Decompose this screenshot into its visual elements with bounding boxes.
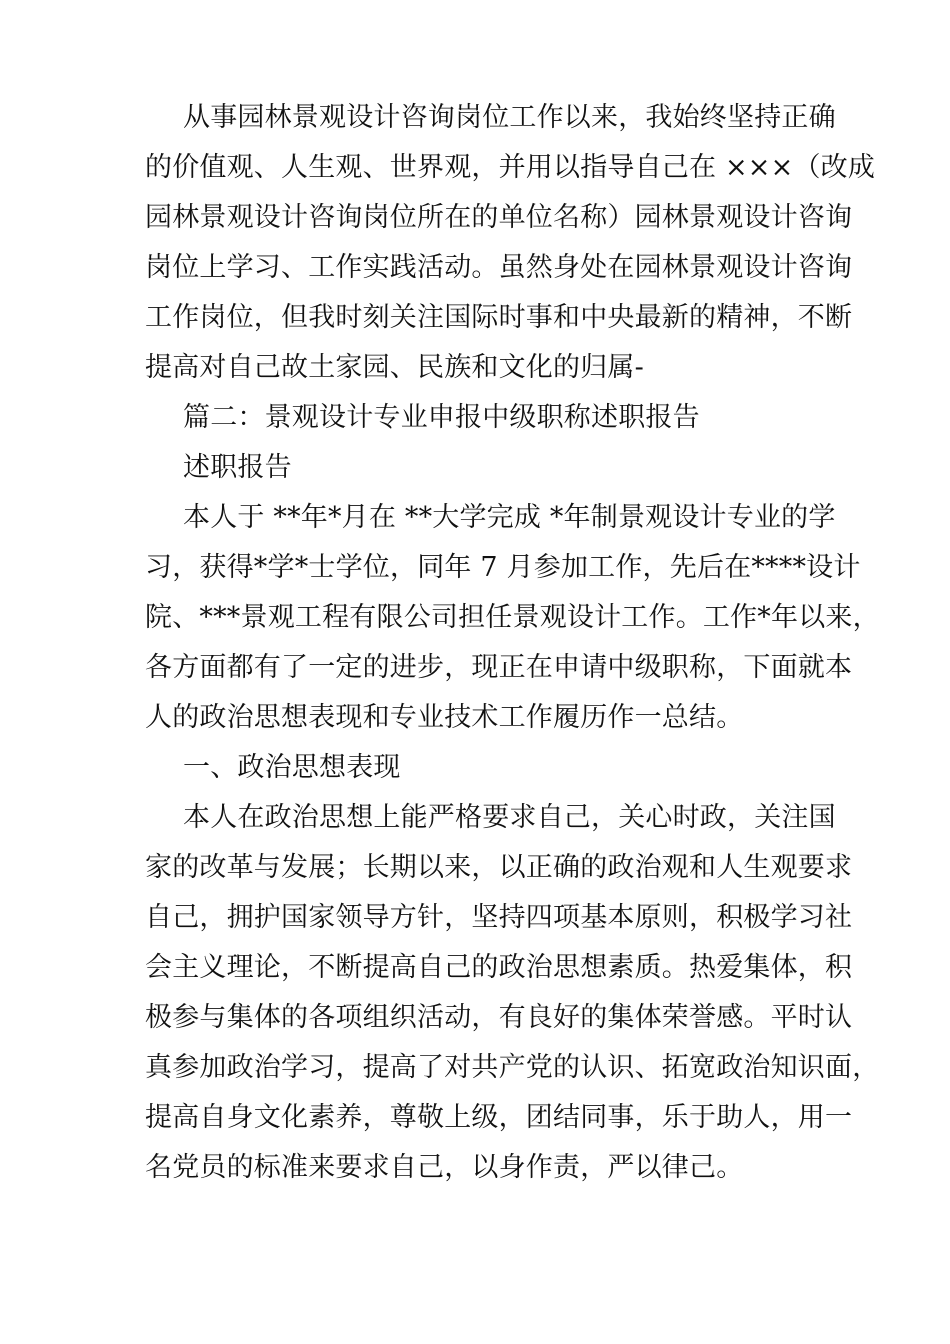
paragraph-3-line-3: 自己，拥护国家领导方针，坚持四项基本原则，积极学习社 — [145, 902, 853, 933]
paragraph-3-line-5: 极参与集体的各项组织活动，有良好的集体荣誉感。平时认 — [145, 1002, 853, 1033]
paragraph-3-line-2: 家的改革与发展；长期以来，以正确的政治观和人生观要求 — [145, 852, 853, 883]
report-title: 述职报告 — [183, 452, 292, 483]
paragraph-3-line-7: 提高自身文化素养，尊敬上级，团结同事，乐于助人，用一 — [145, 1102, 853, 1133]
paragraph-2-line-2: 习，获得*学*士学位，同年 7 月参加工作，先后在****设计 — [145, 552, 861, 583]
paragraph-1-line-2: 的价值观、人生观、世界观，并用以指导自己在 ×××（改成 — [145, 152, 876, 183]
paragraph-2-line-5: 人的政治思想表现和专业技术工作履历作一总结。 — [145, 702, 744, 733]
section-heading-political: 一、政治思想表现 — [183, 752, 401, 783]
paragraph-1-line-3: 园林景观设计咨询岗位所在的单位名称）园林景观设计咨询 — [145, 202, 853, 233]
paragraph-2-line-1: 本人于 **年*月在 **大学完成 *年制景观设计专业的学 — [183, 502, 836, 533]
paragraph-1-line-6: 提高对自己故土家园、民族和文化的归属- — [145, 352, 644, 383]
paragraph-3-line-6: 真参加政治学习，提高了对共产党的认识、拓宽政治知识面， — [145, 1052, 880, 1083]
section-heading-part-two: 篇二：景观设计专业申报中级职称述职报告 — [183, 402, 700, 433]
paragraph-2-line-3: 院、***景观工程有限公司担任景观设计工作。工作*年以来， — [145, 602, 880, 633]
paragraph-1-line-4: 岗位上学习、工作实践活动。虽然身处在园林景观设计咨询 — [145, 252, 853, 283]
paragraph-3-line-4: 会主义理论，不断提高自己的政治思想素质。热爱集体，积 — [145, 952, 853, 983]
paragraph-1-line-1: 从事园林景观设计咨询岗位工作以来，我始终坚持正确 — [183, 102, 836, 133]
paragraph-3-line-1: 本人在政治思想上能严格要求自己，关心时政，关注国 — [183, 802, 836, 833]
paragraph-2-line-4: 各方面都有了一定的进步，现正在申请中级职称，下面就本 — [145, 652, 853, 683]
paragraph-1-line-5: 工作岗位，但我时刻关注国际时事和中央最新的精神，不断 — [145, 302, 853, 333]
paragraph-3-line-8: 名党员的标准来要求自己，以身作责，严以律己。 — [145, 1152, 744, 1183]
